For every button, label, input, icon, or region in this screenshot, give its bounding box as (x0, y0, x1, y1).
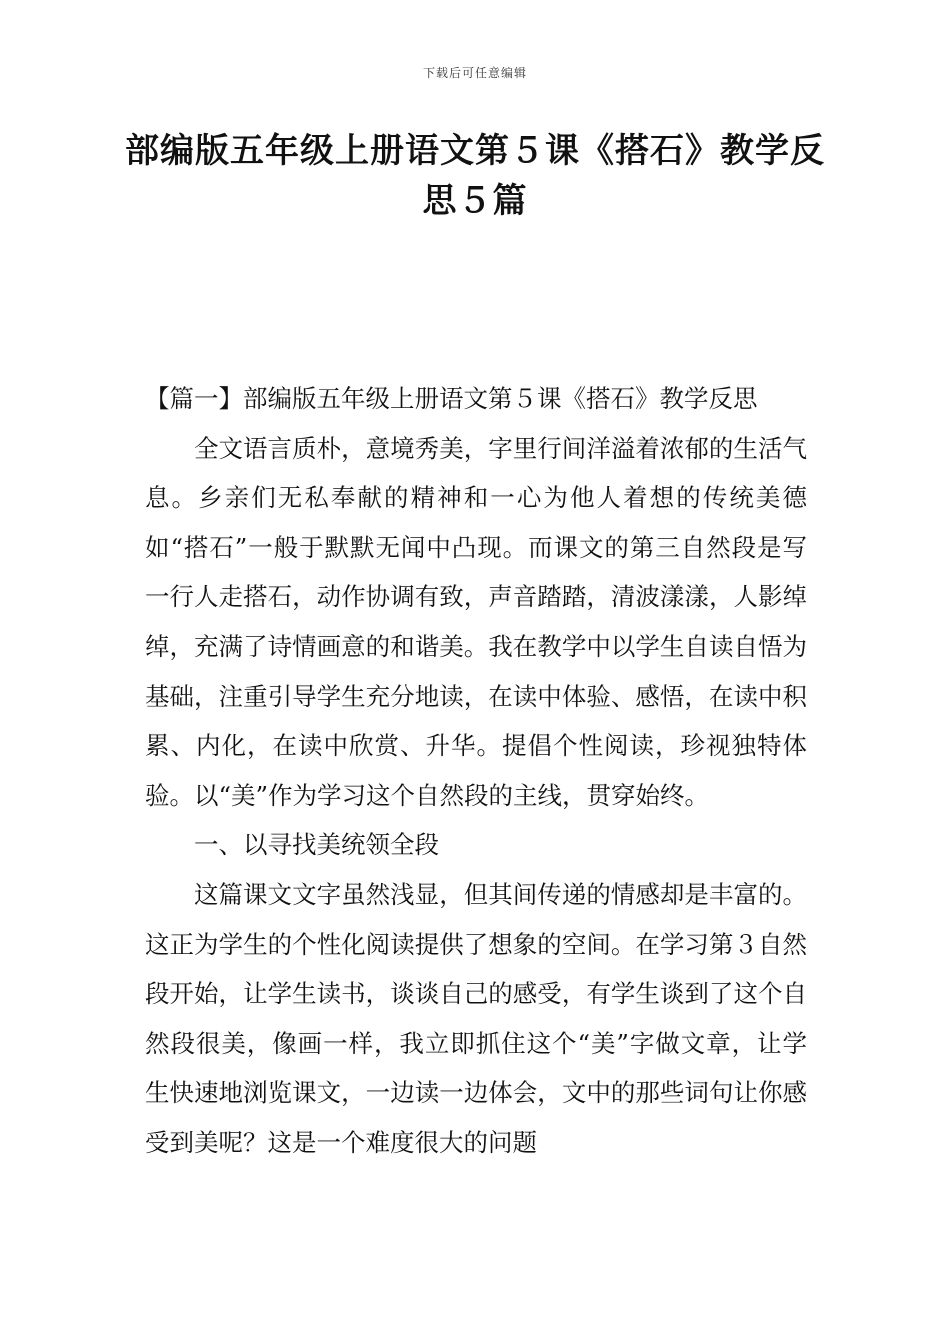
paragraph: 全文语言质朴，意境秀美，字里行间洋溢着浓郁的生活气息。乡亲们无私奉献的精神和一心为他人着想的传统美德如“搭石”一般于默默无闻中凸现。而课文的第三自然段是写一行人走搭石，动作协调有致，声音踏踏，清波漾漾，人影绰绰，充满了诗情画意的和谐美。我在教学中以学生自读自悟为基础，注重引导学生充分地读，在读中体验、感悟，在读中积累、内化，在读中欣赏、升华。提倡个性阅读，珍视独特体验。以“美”作为学习这个自然段的主线，贯穿始终。 (145, 433, 807, 810)
header-note: 下载后可任意编辑 (422, 66, 527, 80)
document-title: 部编版五年级上册语文第５课《搭石》教学反思５篇 (125, 131, 825, 221)
paragraph: 这篇课文文字虽然浅显，但其间传递的情感却是丰富的。这正为学生的个性化阅读提供了想象的空间。在学习第３自然段开始，让学生读书，谈谈自己的感受，有学生谈到了这个自然段很美，像画一样，我立即抓住这个“美”字做文章，让学生快速地浏览课文，一边读一边体会，文中的那些词句让你感受到美呢？这是一个难度很大的问题 (145, 879, 807, 1157)
subheading: 一、以寻找美统领全段 (194, 830, 439, 860)
section-heading: 【篇一】部编版五年级上册语文第５课《搭石》教学反思 (145, 384, 758, 413)
document-body (145, 374, 807, 1168)
